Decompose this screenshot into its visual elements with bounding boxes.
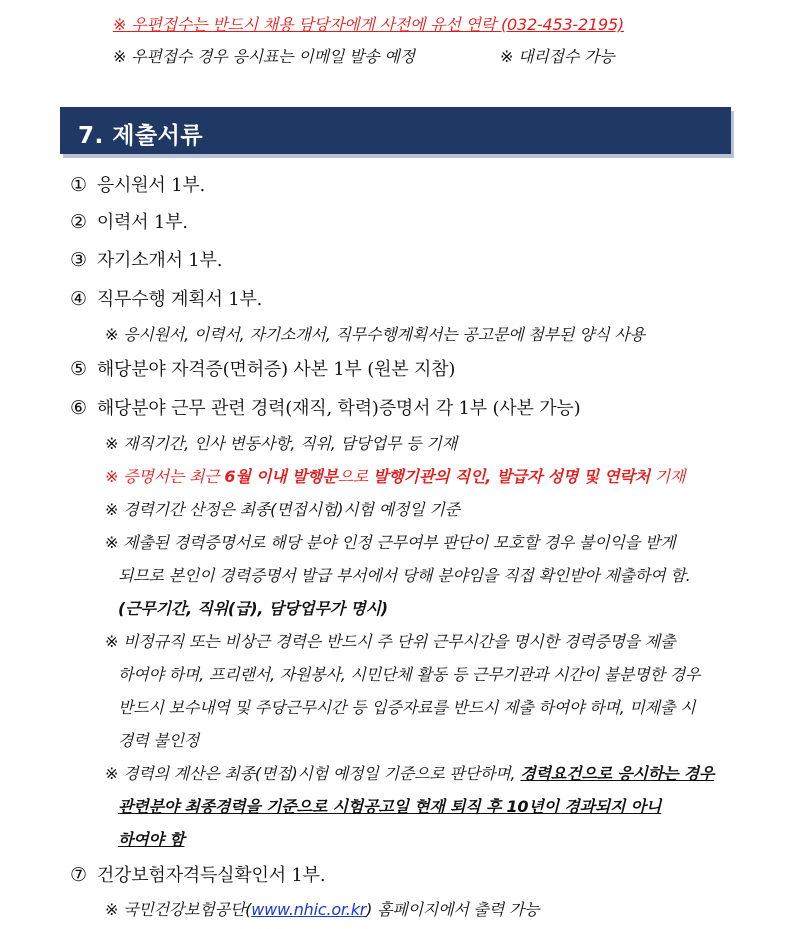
item-6-note-6-line-3: 하여야 함 <box>118 830 185 849</box>
document-item-1 <box>70 171 205 197</box>
item-text: 이력서 1부. <box>96 212 188 233</box>
item-6-note-5 <box>105 629 675 652</box>
note-text: 경력기간 산정은 최종(면접시험)시험 예정일 기준 <box>123 500 460 519</box>
item-4-note <box>105 322 645 345</box>
item-text: 응시원서 1부. <box>96 175 206 196</box>
item-number: ⑥ <box>70 397 87 419</box>
note-text-bold: 6월 이내 발행분 <box>224 467 338 486</box>
reference-mark: ※ <box>105 632 119 651</box>
phone-contact-note <box>113 12 624 35</box>
reference-mark: ※ <box>105 764 119 783</box>
note-text: 증명서는 최근 <box>123 467 225 486</box>
reference-mark: ※ <box>113 47 127 66</box>
phone-contact-text: 우편접수는 반드시 채용 담당자에게 사전에 유선 연락 (032-453-2195) <box>131 15 624 34</box>
item-number: ③ <box>70 249 87 271</box>
item-6-note-4-line-2: 되므로 본인이 경력증명서 발급 부서에서 당해 분야임을 직접 확인받아 제출하여 함. <box>118 566 691 585</box>
section-header <box>60 107 731 154</box>
item-number: ⑤ <box>70 358 87 380</box>
document-item-7 <box>70 861 325 887</box>
reference-mark: ※ <box>500 47 514 66</box>
document-item-5 <box>70 355 455 381</box>
document-item-2 <box>70 208 188 234</box>
item-7-note <box>105 897 539 920</box>
section-title: 7. 제출서류 <box>78 123 204 149</box>
item-6-note-5-line-2: 하여야 하며, 프리랜서, 자원봉사, 시민단체 활동 등 근무기관과 시간이 불분명한 경우 <box>118 665 701 684</box>
item-6-note-2 <box>105 464 685 487</box>
note-text: ) 홈페이지에서 출력 가능 <box>366 900 540 919</box>
item-6-note-5-line-3: 반드시 보수내역 및 주당근무시간 등 입증자료를 반드시 제출 하여야 하며, 미제출 시 <box>118 698 696 717</box>
item-6-note-3 <box>105 497 460 520</box>
item-text: 자기소개서 1부. <box>96 250 223 271</box>
document-item-3 <box>70 246 222 272</box>
note-text: 비정규직 또는 비상근 경력은 반드시 주 단위 근무시간을 명시한 경력증명을 제출 <box>123 632 676 651</box>
item-number: ⑦ <box>70 864 87 886</box>
item-number: ② <box>70 211 87 233</box>
reference-mark: ※ <box>105 467 119 486</box>
note-text: 제출된 경력증명서로 해당 분야 인정 근무여부 판단이 모호할 경우 불이익을 받게 <box>123 533 676 552</box>
document-item-6 <box>70 394 580 420</box>
note-text: 경력의 계산은 최종(면접)시험 예정일 기준으로 판단하며, <box>123 764 521 783</box>
item-6-note-6 <box>105 761 714 784</box>
item-text: 건강보험자격득실확인서 1부. <box>96 865 326 886</box>
note-text-bold: 발행기관의 직인, 발급자 성명 및 연락처 <box>373 467 650 486</box>
item-6-note-4 <box>105 530 675 553</box>
document-item-4 <box>70 285 262 311</box>
reference-mark: ※ <box>113 15 127 34</box>
reference-mark: ※ <box>105 325 119 344</box>
note-text: 으로 <box>337 467 374 486</box>
nhic-website-link[interactable]: www.nhic.or.kr <box>251 900 367 919</box>
reference-mark: ※ <box>105 434 119 453</box>
item-4-note-text: 응시원서, 이력서, 자기소개서, 직무수행계획서는 공고문에 첨부된 양식 사용 <box>123 325 645 344</box>
item-number: ④ <box>70 288 87 310</box>
proxy-note <box>500 44 615 67</box>
item-number: ① <box>70 174 87 196</box>
item-6-note-1 <box>105 431 457 454</box>
item-text: 해당분야 자격증(면허증) 사본 1부 (원본 지참) <box>96 359 456 380</box>
email-note-text: 우편접수 경우 응시표는 이메일 발송 예정 <box>131 47 415 66</box>
reference-mark: ※ <box>105 500 119 519</box>
item-6-note-4-line-3: (근무기간, 직위(급), 담당업무가 명시) <box>118 599 388 618</box>
item-6-note-5-line-4: 경력 불인정 <box>118 731 200 750</box>
note-text: 재직기간, 인사 변동사항, 직위, 담당업무 등 기재 <box>123 434 457 453</box>
item-text: 직무수행 계획서 1부. <box>96 289 263 310</box>
reference-mark: ※ <box>105 533 119 552</box>
item-text: 해당분야 근무 관련 경력(재직, 학력)증명서 각 1부 (사본 가능) <box>96 398 581 419</box>
note-text-emphasis: 경력요건으로 응시하는 경우 <box>520 764 715 783</box>
email-note <box>113 44 415 67</box>
note-text: 국민건강보험공단( <box>123 900 252 919</box>
proxy-note-text: 대리접수 가능 <box>518 47 615 66</box>
item-6-note-6-line-2: 관련분야 최종경력을 기준으로 시험공고일 현재 퇴직 후 10년이 경과되지 아니 <box>118 797 662 816</box>
reference-mark: ※ <box>105 900 119 919</box>
note-text: 기재 <box>649 467 686 486</box>
